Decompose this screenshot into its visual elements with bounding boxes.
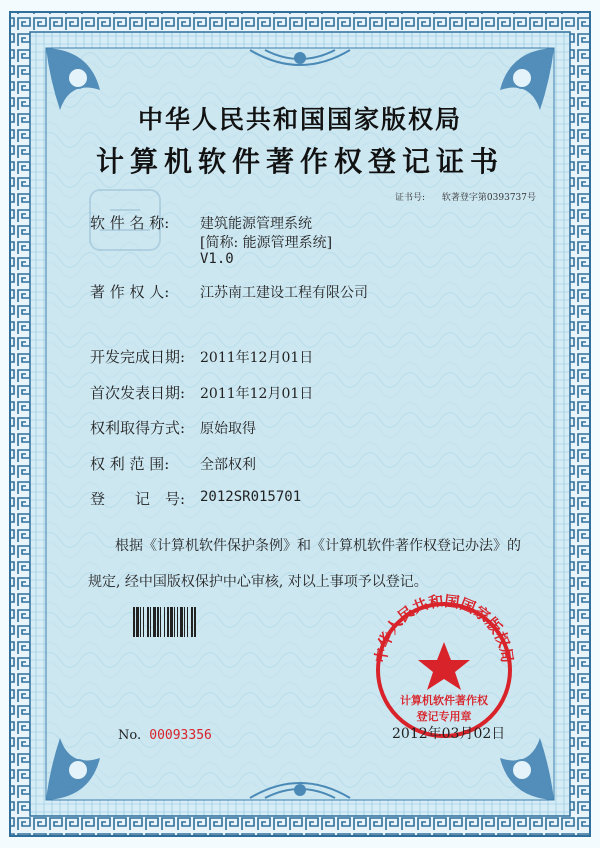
- issuer-heading: 中华人民共和国国家版权局: [137, 105, 462, 134]
- development-date-label: 开发完成日期:: [90, 348, 186, 366]
- barcode-bar: [136, 607, 139, 637]
- copyright-owner-label: 著 作 权 人:: [90, 283, 170, 301]
- barcode-bar: [160, 607, 161, 637]
- software-name-value: 建筑能源管理系统: [200, 216, 312, 232]
- barcode-bar: [150, 607, 151, 637]
- statement-line-2: 规定, 经中国版权保护中心审核, 对以上事项予以登记。: [88, 574, 428, 590]
- certificate-title: 计算机软件著作权登记证书: [95, 145, 504, 178]
- issue-date: 2012年03月02日: [392, 726, 506, 742]
- barcode-bar: [153, 607, 156, 637]
- barcode-bar: [174, 607, 175, 637]
- statement-line-1: 根据《计算机软件保护条例》和《计算机软件著作权登记办法》的: [115, 538, 521, 554]
- barcode-bar: [140, 607, 141, 637]
- barcode-bar: [170, 607, 173, 637]
- acquisition-method-label: 权利取得方式:: [90, 419, 186, 437]
- development-date-value: 2011年12月01日: [200, 350, 314, 366]
- seal-outer-text: 中华人民共和国国家版权局: [371, 591, 517, 665]
- barcode-bar: [187, 607, 188, 637]
- barcode-bar: [184, 607, 185, 637]
- barcode-bar: [180, 607, 183, 637]
- barcode-bar: [157, 607, 159, 637]
- rights-scope-value: 全部权利: [200, 457, 256, 473]
- barcode-bar: [164, 607, 165, 637]
- registration-number-label: 登 记 号:: [90, 490, 186, 508]
- serial-value: 00093356: [149, 728, 212, 743]
- certificate-number-label: 证书号:: [395, 193, 426, 203]
- rights-scope-label: 权 利 范 围:: [90, 455, 170, 473]
- publication-date-value: 2011年12月01日: [200, 386, 314, 402]
- barcode-bar: [143, 607, 144, 637]
- seal-inner-line2: 登记专用章: [416, 710, 472, 723]
- publication-date-label: 首次发表日期:: [90, 384, 186, 402]
- registration-number-value: 2012SR015701: [200, 489, 302, 505]
- certificate-number: [395, 190, 536, 203]
- software-name-label: 软 件 名 称:: [90, 214, 170, 232]
- certificate-number-value: 软著登字第0393737号: [441, 193, 537, 203]
- serial-prefix: No.: [118, 728, 142, 743]
- acquisition-method-value: 原始取得: [200, 421, 256, 437]
- barcode-bar: [191, 607, 193, 637]
- software-version: V1.0: [200, 251, 234, 267]
- barcode-bar: [177, 607, 178, 637]
- copyright-owner-value: 江苏南工建设工程有限公司: [200, 285, 368, 301]
- barcode-bar: [133, 607, 135, 637]
- seal-inner-line1: 计算机软件著作权: [400, 694, 488, 707]
- software-short-name: [简称: 能源管理系统]: [200, 235, 333, 251]
- barcode-bar: [147, 607, 149, 637]
- serial-number: [118, 728, 212, 743]
- barcode-bar: [167, 607, 169, 637]
- barcode-bar: [194, 607, 196, 637]
